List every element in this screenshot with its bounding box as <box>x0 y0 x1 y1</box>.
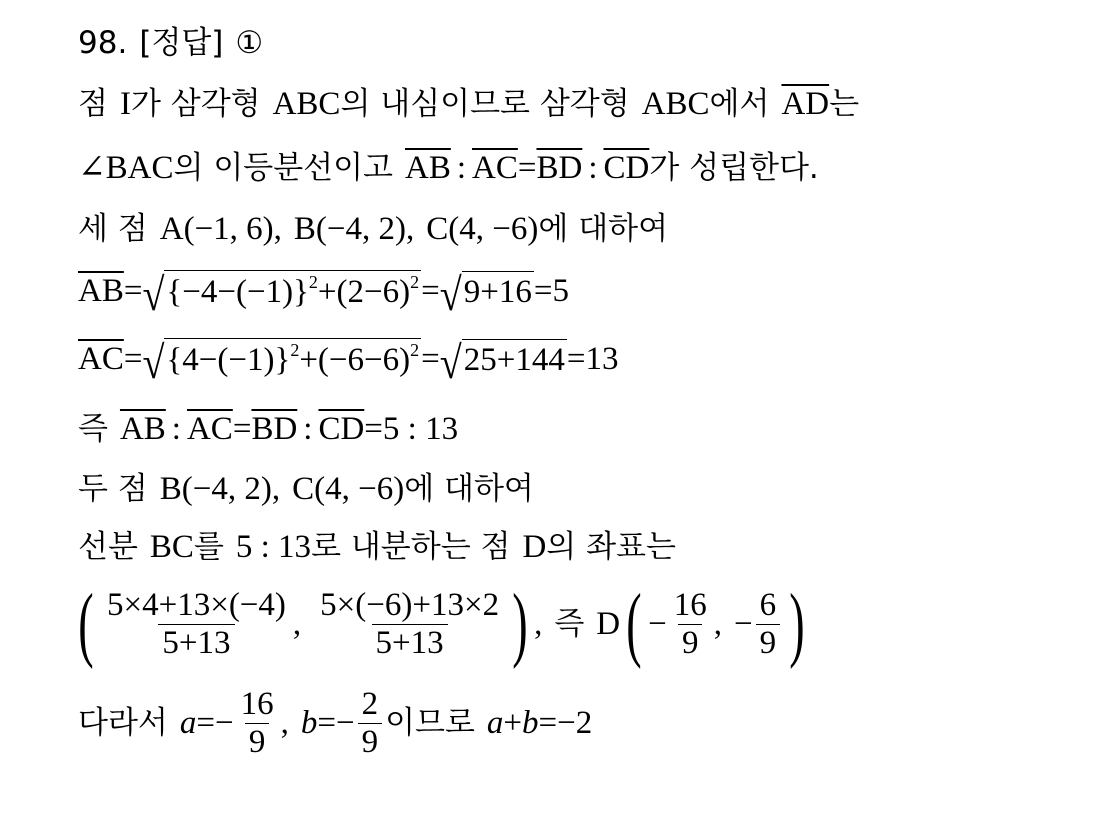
sum-result: =−2 <box>538 705 593 741</box>
fraction: $\frac{16}{9}$ <box>240 686 274 760</box>
segment-ab: $\overline{AB}$ <box>78 273 124 310</box>
text: 의 내심이므로 삼각형 <box>340 86 630 122</box>
fraction: $\frac{16}{9}$ <box>673 586 707 661</box>
fraction: $\frac{5\times(-6)+13\times 2}{5+13}$ <box>320 586 500 661</box>
result: =5 <box>533 273 569 310</box>
text-line-8 <box>78 531 676 564</box>
minus: − <box>733 605 753 642</box>
segment-bc: BC <box>149 529 194 565</box>
final-result <box>78 688 592 759</box>
equals: = <box>517 150 537 186</box>
text: 를 <box>193 529 224 565</box>
equals: = <box>123 273 143 310</box>
text-line-6 <box>78 413 458 446</box>
segment-ac: $\overline{AC}$ <box>472 150 518 186</box>
text: 즉 <box>554 605 585 642</box>
result: =13 <box>566 341 619 378</box>
text: 에 대하여 <box>404 471 534 507</box>
ratio-result: =5 : 13 <box>364 411 459 447</box>
comma: , <box>292 605 302 642</box>
comma: , <box>280 705 289 741</box>
fraction: $\frac{6}{9}$ <box>756 589 781 660</box>
equals: = <box>123 341 143 378</box>
equals: = <box>421 341 440 378</box>
equation-ac <box>78 336 619 389</box>
left-paren: ( <box>78 577 94 670</box>
solution-header <box>78 25 264 61</box>
segment-cd: $\overline{CD}$ <box>318 411 365 447</box>
sqrt-expression: √ 9+16 <box>439 268 532 321</box>
comma: , <box>713 605 722 642</box>
variable-a: a <box>486 705 504 741</box>
text: 이므로 <box>385 705 475 741</box>
text: 의 좌표는 <box>546 529 676 565</box>
segment-ad: $\overline{AD}$ <box>781 86 830 122</box>
answer-label: [정답] <box>139 25 224 61</box>
text: 는 <box>829 86 860 122</box>
text: 가 성립한다. <box>649 150 819 186</box>
left-paren: ( <box>626 577 642 670</box>
text-line-3 <box>78 213 668 246</box>
point-a: A(−1, 6), <box>159 211 282 247</box>
point-b: B(−4, 2), <box>293 211 415 247</box>
colon: : <box>456 150 467 186</box>
sqrt-expression: √ $\{-4-(-1)\}^2+(2-6)^2$ <box>142 268 420 321</box>
text: 세 점 <box>78 211 148 247</box>
ratio: 5 : 13 <box>235 529 312 565</box>
sqrt-expression: √ $\{4-(-1)\}^2+(-6-6)^2$ <box>142 336 420 389</box>
point-c: C(4, −6) <box>292 471 405 507</box>
equals: = <box>421 273 440 310</box>
variable-a: a <box>179 705 197 741</box>
equation-ab <box>78 268 569 321</box>
segment-ac: $\overline{AC}$ <box>78 341 124 378</box>
text-line-2 <box>78 152 819 185</box>
fraction: $\frac{5\times 4+13\times(-4)}{5+13}$ <box>106 586 286 661</box>
colon: : <box>303 411 313 447</box>
equals-minus: =− <box>317 705 355 741</box>
text: 의 이등분선이고 <box>173 150 393 186</box>
segment-ac: $\overline{AC}$ <box>186 411 233 447</box>
segment-bd: $\overline{BD}$ <box>251 411 298 447</box>
text: 점 <box>78 86 108 122</box>
text: 가 삼각형 <box>130 86 261 122</box>
triangle-abc: ABC <box>272 86 341 122</box>
text-line-7 <box>78 473 534 506</box>
answer-choice: ① <box>235 25 264 61</box>
text-line-1 <box>78 88 859 121</box>
segment-ab: $\overline{AB}$ <box>119 411 166 447</box>
variable-b: b <box>522 705 539 741</box>
angle-bac: ∠BAC <box>78 150 174 186</box>
right-paren: ) <box>789 577 805 670</box>
point-i: I <box>119 86 131 122</box>
fraction: $\frac{2}{9}$ <box>358 688 383 759</box>
right-paren: ) <box>512 577 528 670</box>
point-b: B(−4, 2), <box>159 471 281 507</box>
comma: , <box>534 605 543 642</box>
sqrt-expression: √ 25+144 <box>439 336 565 389</box>
text: 에 대하여 <box>538 211 669 247</box>
segment-cd: $\overline{CD}$ <box>603 150 650 186</box>
text: 에서 <box>709 86 770 122</box>
point-c: C(4, −6) <box>426 211 539 247</box>
segment-ab: $\overline{AB}$ <box>405 150 451 186</box>
colon: : <box>588 150 598 186</box>
plus: + <box>503 705 523 741</box>
variable-b: b <box>300 705 318 741</box>
segment-bd: $\overline{BD}$ <box>536 150 583 186</box>
colon: : <box>171 411 181 447</box>
triangle-abc: ABC <box>641 86 710 122</box>
text: 로 내분하는 점 <box>311 529 511 565</box>
point-d: D <box>522 529 547 565</box>
text: 선분 <box>78 529 138 565</box>
point-d: D <box>596 605 621 642</box>
problem-number: 98. <box>78 25 128 61</box>
text: 즉 <box>78 411 108 447</box>
equals-minus: =− <box>196 705 234 741</box>
equals: = <box>232 411 252 447</box>
text: 두 점 <box>78 471 148 507</box>
internal-division-coordinates <box>72 577 811 670</box>
text: 다라서 <box>78 705 168 741</box>
minus: − <box>648 605 667 642</box>
